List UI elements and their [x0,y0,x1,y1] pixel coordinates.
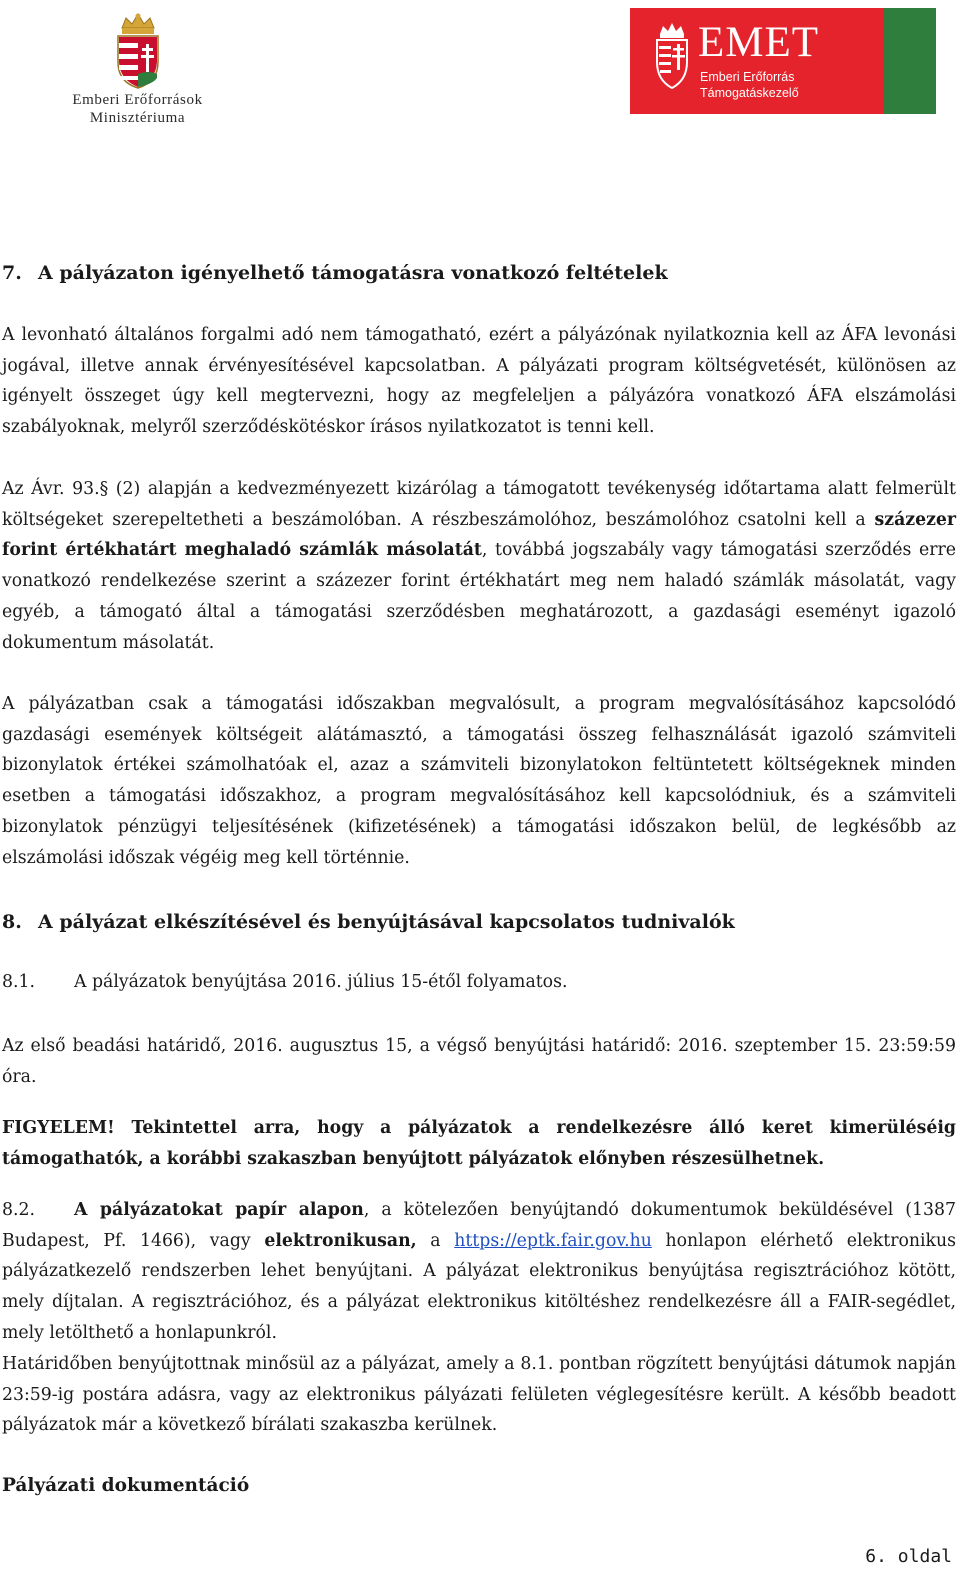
paragraph-text: Az Ávr. 93.§ (2) alapján a kedvezményezett kizárólag a támogatott tevékenység időtartama alatt felmerült költségeket szerepeltetheti a beszámolóban. A részbeszámolóhoz, beszámolóhoz csatolni kell a [2,479,956,530]
paragraph-vat: A levonható általános forgalmi adó nem támogatható, ezért a pályázónak nyilatkoznia kell az ÁFA levonási jogával, illetve annak érvényesítésével kapcsolatban. A pályázati program költségvetését, különösen az igényelt összeget úgy kell megtervezni, hogy az megfeleljen a pályázóra vonatkozó ÁFA elszámolási szabályoknak, melyről szerződéskötéskor írásos nyilatkozatot is tenni kell. [2,325,956,438]
emet-subtitle-line2: Támogatáskezelő [700,86,799,100]
paragraph-deadlines: Az első beadási határidő, 2016. augusztus 15, a végső benyújtási határidő: 2016. szeptember 15. 23:59:59 óra. [2,1036,956,1087]
paragraph-8-2 [2,1195,956,1349]
paragraph-warning: FIGYELEM! Tekintettel arra, hogy a pályázatok a rendelkezésre álló keret kimerüléséig támogathatók, a korábbi szakaszban benyújtott pályázatok előnyben részesülhetnek. [2,1118,956,1169]
section-number: 7. [2,262,22,284]
section-title: A pályázat elkészítésével és benyújtásával kapcsolatos tudnivalók [38,911,735,933]
paragraph-timely-submission: Határidőben benyújtottnak minősül az a pályázat, amely a 8.1. pontban rögzített benyújtási dátumok napján 23:59-ig postára adásra, vagy az elektronikus pályázati felületen véglegesítésre került. A később beadott pályázatok már a következő bírálati szakaszba kerülnek. [2,1354,956,1436]
paragraph-text: a [416,1230,455,1251]
ministry-name-line2: Minisztériuma [89,110,186,126]
paragraph-avr [2,474,956,658]
subsection-number: 8.1. [2,972,35,992]
paragraph-eligible-costs: A pályázatban csak a támogatási időszakban megvalósult, a program megvalósításához kapcsolódó gazdasági események költségeit alátámasztó, a támogatási összeg felhasználását igazoló számviteli bizonylatok értékei számolhatóak el, azaz a számviteli bizonylatokon feltüntetett költségeknek minden esetben a támogatási időszakhoz, a program megvalósításához kell kapcsolódniuk, és a számviteli bizonylatok pénzügyi teljesítésének (kifizetésének) a támogatási időszakon belül, de legkésőbb az elszámolási időszak végéig meg kell történnie. [2,694,956,868]
section-8-heading [2,911,735,933]
subsection-8-1 [2,972,567,992]
paragraph-emphasis: A pályázatokat papír alapon [74,1200,364,1220]
paragraph-text: honlapon elérhető elektronikus pályázatkezelő rendszerben lehet benyújtani. A pályázat elektronikus benyújtása regisztrációhoz kötött, mely díjtalan. A regisztrációhoz, és a pályázat elektronikus kitöltéshez rendelkezésre áll a FAIR-segédlet, mely letölthető a honlapunkról. [2,1230,956,1343]
ministry-name-line1: Emberi Erőforrások [72,92,203,108]
paragraph-text: , a kötelezően benyújtandó dokumentumok beküldésével (1387 Budapest, Pf. 1466), vagy [2,1200,956,1251]
paragraph-emphasis: százezer forint értékhatárt meghaladó számlák másolatát [2,509,956,561]
emet-logo [630,8,936,114]
section-7-heading [2,262,668,284]
coat-of-arms-icon [108,12,168,90]
coat-of-arms-icon [652,22,692,92]
paragraph-text: , továbbá jogszabály vagy támogatási szerződés erre vonatkozó rendelkezése szerint a százezer forint értékhatárt meg nem haladó számlák másolatát, vagy egyéb, a támogató által a támogatási szerződésben meghatározott, a gazdasági eseményt igazoló dokumentum másolatát. [2,540,956,653]
logo-green-band [884,8,936,114]
emet-title: EMET [698,19,820,66]
documentation-heading: Pályázati dokumentáció [2,1475,250,1496]
section-title: A pályázaton igényelhető támogatásra vonatkozó feltételek [38,262,668,284]
emet-subtitle-line1: Emberi Erőforrás [700,70,795,84]
section-number: 8. [2,911,22,933]
paragraph-emphasis: elektronikusan, [264,1230,417,1251]
subsection-text: A pályázatok benyújtása 2016. július 15-étől folyamatos. [74,972,568,992]
subsection-number: 8.2. [2,1200,35,1220]
ministry-logo [50,12,225,130]
page-number: 6. oldal [865,1546,952,1567]
fair-portal-link[interactable]: https://eptk.fair.gov.hu [454,1230,652,1251]
